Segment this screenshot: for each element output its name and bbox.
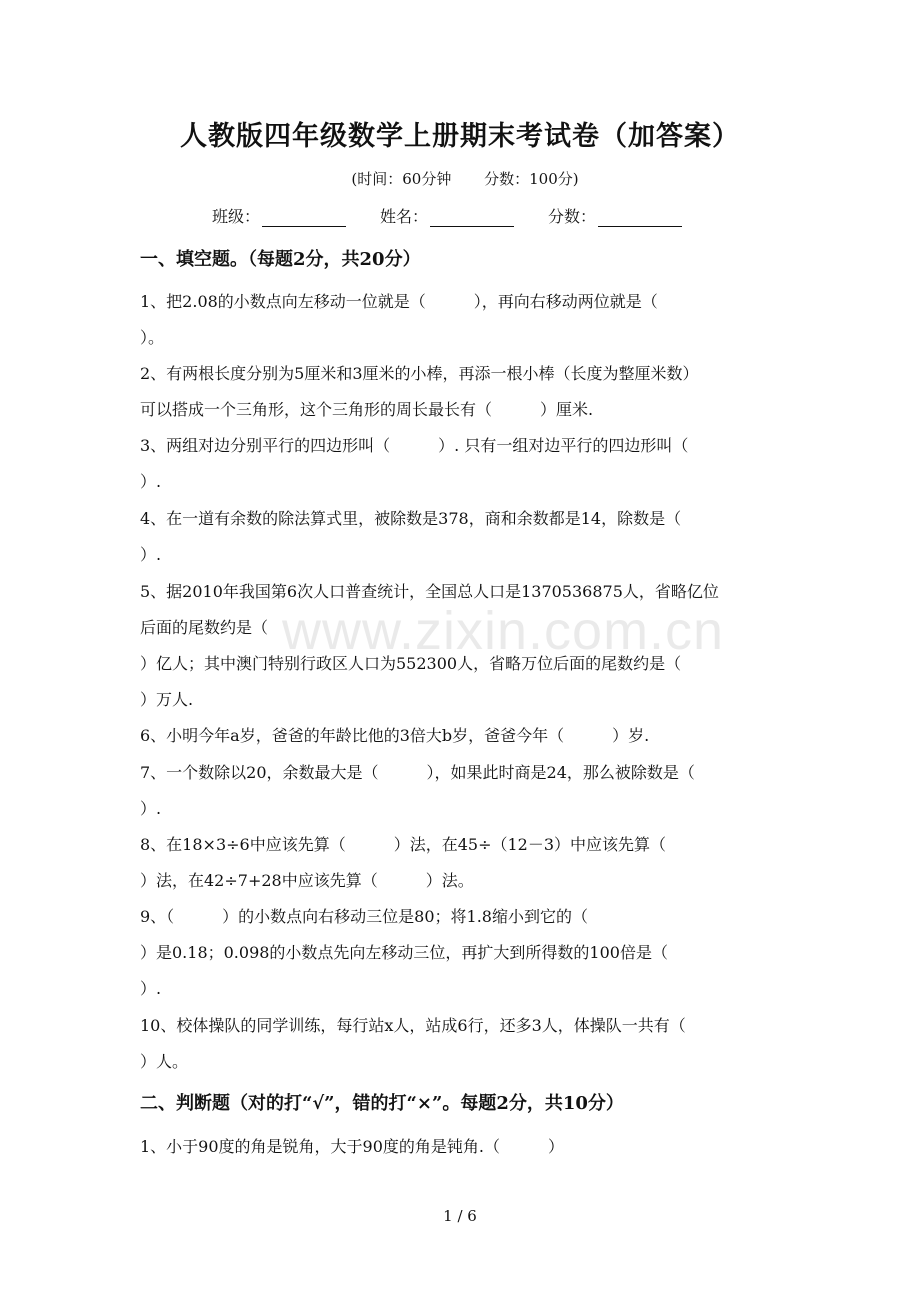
page-number: 1 / 6 bbox=[443, 1207, 477, 1225]
name-field bbox=[380, 204, 514, 227]
class-label: 班级： bbox=[212, 207, 261, 226]
page-title: 人教版四年级数学上册期末考试卷（加答案） bbox=[180, 121, 740, 152]
section-fill-in-title: 一、填空题。（每题2分，共20分） bbox=[140, 249, 421, 270]
question-line: 3、两组对边分别平行的四边形叫（ ）. 只有一组对边平行的四边形叫（ bbox=[140, 436, 689, 455]
score-label: 分数： bbox=[548, 207, 597, 226]
question-line: 8、在18×3÷6中应该先算（ ）法，在45÷（12－3）中应该先算（ bbox=[140, 835, 667, 854]
class-field bbox=[212, 204, 346, 227]
question-line: ）万人. bbox=[140, 690, 194, 709]
class-blank bbox=[262, 212, 346, 227]
student-info-row bbox=[212, 204, 716, 227]
question-line: 1、把2.08的小数点向左移动一位就是（ ），再向右移动两位就是（ bbox=[140, 292, 658, 311]
question-line: ）. bbox=[140, 799, 162, 818]
name-label: 姓名： bbox=[380, 207, 429, 226]
section-true-false-title: 二、判断题（对的打“√”，错的打“×”。每题2分，共10分） bbox=[140, 1093, 624, 1114]
question-line: 10、校体操队的同学训练，每行站x人，站成6行，还多3人，体操队一共有（ bbox=[140, 1016, 686, 1035]
score-field bbox=[548, 204, 682, 227]
question-line: ）是0.18；0.098的小数点先向左移动三位，再扩大到所得数的100倍是（ bbox=[140, 943, 668, 962]
question-line: 后面的尾数约是（ bbox=[140, 618, 269, 637]
question-line: 可以搭成一个三角形，这个三角形的周长最长有（ ）厘米. bbox=[140, 400, 594, 419]
question-line: ）亿人；其中澳门特别行政区人口为552300人，省略万位后面的尾数约是（ bbox=[140, 654, 682, 673]
question-line: ）人。 bbox=[140, 1052, 189, 1071]
question-line: 2、有两根长度分别为5厘米和3厘米的小棒，再添一根小棒（长度为整厘米数） bbox=[140, 364, 699, 383]
question-line: 7、一个数除以20，余数最大是（ ），如果此时商是24，那么被除数是（ bbox=[140, 763, 695, 782]
question-line: 1、小于90度的角是锐角，大于90度的角是钝角.（ ） bbox=[140, 1137, 564, 1156]
question-line: ）。 bbox=[140, 328, 165, 347]
question-line: ）. bbox=[140, 979, 162, 998]
question-line: ）. bbox=[140, 472, 162, 491]
exam-total-score: 分数：100分) bbox=[484, 170, 579, 188]
question-line: 5、据2010年我国第6次人口普查统计，全国总人口是1370536875人，省略亿位 bbox=[140, 582, 719, 601]
watermark: www.zixin.com.cn bbox=[282, 601, 725, 661]
exam-subtitle bbox=[0, 168, 920, 189]
name-blank bbox=[430, 212, 514, 227]
question-line: 4、在一道有余数的除法算式里，被除数是378，商和余数都是14，除数是（ bbox=[140, 509, 682, 528]
question-line: 6、小明今年a岁，爸爸的年龄比他的3倍大b岁，爸爸今年（ ）岁. bbox=[140, 726, 650, 745]
score-blank bbox=[598, 212, 682, 227]
question-line: 9、（ ）的小数点向右移动三位是80；将1.8缩小到它的（ bbox=[140, 907, 588, 926]
exam-time: (时间：60分钟 bbox=[351, 170, 452, 188]
question-line: ）. bbox=[140, 545, 162, 564]
question-line: ）法，在42÷7+28中应该先算（ ）法。 bbox=[140, 871, 474, 890]
